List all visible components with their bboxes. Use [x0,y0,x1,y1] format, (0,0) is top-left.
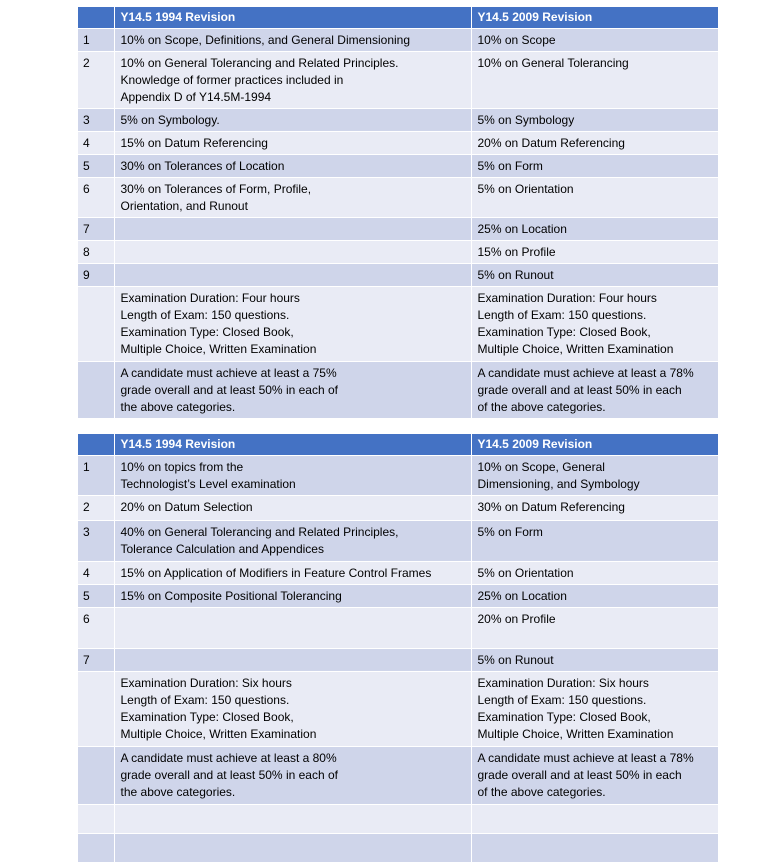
cell-1994 [114,217,471,240]
cell-1994: 40% on General Tolerancing and Related Principles, Tolerance Calculation and Appendices [114,520,471,561]
cell-2009: 20% on Datum Referencing [471,131,718,154]
table-row [78,648,718,671]
cell-1994: 10% on topics from the Technologist’s Level examination [114,455,471,495]
cell-1994: 10% on Scope, Definitions, and General Dimensioning [114,28,471,51]
row-number: 3 [78,520,114,561]
row-number: 1 [78,28,114,51]
cell-1994: 20% on Datum Selection [114,495,471,520]
table-header-row [78,434,718,455]
table-row [78,584,718,607]
cell-2009: 5% on Runout [471,263,718,286]
cell-1994 [114,263,471,286]
cell-2009: 10% on Scope [471,28,718,51]
cell-1994: 30% on Tolerances of Location [114,154,471,177]
cell-1994 [114,648,471,671]
row-number: 6 [78,607,114,648]
passing-grade-2009: A candidate must achieve at least a 78% grade overall and at least 50% in each of the above categories. [471,746,718,804]
table-row [78,455,718,495]
header-cell-1994: Y14.5 1994 Revision [114,434,471,455]
cell-2009: 15% on Profile [471,240,718,263]
row-number: 4 [78,561,114,584]
cell-2009: 5% on Orientation [471,561,718,584]
cell-2009: 5% on Orientation [471,177,718,217]
row-number: 5 [78,154,114,177]
passing-grade-row [78,361,718,418]
cell-2009: 10% on Scope, General Dimensioning, and Symbology [471,455,718,495]
cell-2009: 20% on Profile [471,607,718,648]
exam-info-row [78,286,718,361]
exam-info-1994: Examination Duration: Four hours Length of Exam: 150 questions. Examination Type: Closed Book, Multiple Choice, Written Examination [114,286,471,361]
row-number: 4 [78,131,114,154]
table-row [78,177,718,217]
table-row [78,495,718,520]
table-row [78,51,718,108]
cell-1994 [114,804,471,833]
row-number: 5 [78,584,114,607]
comparison-table-2 [78,434,718,863]
row-number: 7 [78,648,114,671]
cell-1994: 5% on Symbology. [114,108,471,131]
cell-1994: 15% on Application of Modifiers in Feature Control Frames [114,561,471,584]
passing-grade-1994: A candidate must achieve at least a 80% grade overall and at least 50% in each of the above categories. [114,746,471,804]
empty-row [78,804,718,833]
empty-row [78,833,718,862]
cell-2009: 10% on General Tolerancing [471,51,718,108]
cell-1994 [114,607,471,648]
table-row [78,561,718,584]
table-row [78,131,718,154]
passing-grade-2009: A candidate must achieve at least a 78% grade overall and at least 50% in each of the above categories. [471,361,718,418]
header-cell-2009: Y14.5 2009 Revision [471,434,718,455]
header-cell-number [78,7,114,28]
passing-grade-row [78,746,718,804]
cell-1994 [114,240,471,263]
table-row [78,520,718,561]
row-number: 2 [78,51,114,108]
cell-1994: 10% on General Tolerancing and Related Principles. Knowledge of former practices included in Appendix D of Y14.5M-1994 [114,51,471,108]
exam-info-2009: Examination Duration: Four hours Length of Exam: 150 questions. Examination Type: Closed Book, Multiple Choice, Written Examination [471,286,718,361]
cell-1994: 15% on Composite Positional Tolerancing [114,584,471,607]
cell-2009 [471,804,718,833]
cell-2009 [471,833,718,862]
table-row [78,108,718,131]
row-number: 2 [78,495,114,520]
table-row [78,263,718,286]
cell-1994: 15% on Datum Referencing [114,131,471,154]
row-number: 1 [78,455,114,495]
table-row [78,28,718,51]
cell-2009: 5% on Form [471,154,718,177]
row-number [78,804,114,833]
cell-2009: 30% on Datum Referencing [471,495,718,520]
exam-info-row [78,671,718,746]
cell-2009: 5% on Runout [471,648,718,671]
cell-2009: 25% on Location [471,217,718,240]
row-number: 9 [78,263,114,286]
table-row [78,240,718,263]
cell-1994 [114,833,471,862]
cell-2009: 25% on Location [471,584,718,607]
row-number [78,361,114,418]
cell-2009: 5% on Form [471,520,718,561]
row-number [78,671,114,746]
table-row [78,154,718,177]
comparison-table-1 [78,7,718,419]
header-cell-2009: Y14.5 2009 Revision [471,7,718,28]
row-number: 7 [78,217,114,240]
table-header-row [78,7,718,28]
row-number [78,286,114,361]
row-number: 3 [78,108,114,131]
passing-grade-1994: A candidate must achieve at least a 75% grade overall and at least 50% in each of the above categories. [114,361,471,418]
cell-2009: 5% on Symbology [471,108,718,131]
table-row [78,607,718,648]
exam-info-1994: Examination Duration: Six hours Length of Exam: 150 questions. Examination Type: Closed Book, Multiple Choice, Written Examination [114,671,471,746]
row-number [78,746,114,804]
cell-1994: 30% on Tolerances of Form, Profile, Orientation, and Runout [114,177,471,217]
table-row [78,217,718,240]
row-number: 6 [78,177,114,217]
header-cell-1994: Y14.5 1994 Revision [114,7,471,28]
row-number: 8 [78,240,114,263]
row-number [78,833,114,862]
header-cell-number [78,434,114,455]
exam-info-2009: Examination Duration: Six hours Length of Exam: 150 questions. Examination Type: Closed Book, Multiple Choice, Written Examination [471,671,718,746]
